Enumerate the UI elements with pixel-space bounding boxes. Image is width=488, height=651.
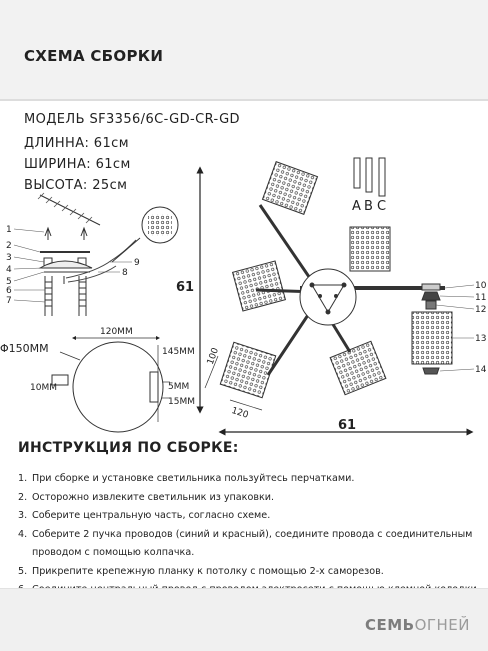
label-1: 1	[6, 225, 12, 235]
instruction-step	[18, 489, 480, 508]
header-band	[0, 0, 488, 100]
label-6: 6	[6, 286, 12, 296]
label-7: 7	[6, 296, 12, 306]
step-number: 1.	[18, 473, 28, 484]
step-number: 4.	[18, 528, 28, 540]
label-3: 3	[6, 253, 12, 263]
instruction-step	[18, 507, 480, 526]
dim-120mm: 120MM	[100, 327, 133, 337]
bulbs-abc	[354, 158, 385, 196]
step-text: Прикрепите крепежную планку к потолку с помощью 2-х саморезов.	[32, 565, 384, 577]
height-spec: ВЫСОТА: 25см	[24, 178, 128, 193]
ceiling-hatch	[38, 193, 100, 225]
instruction-step-continued	[18, 544, 480, 563]
chandelier-top-view	[205, 162, 445, 410]
dim-phi150: Φ150MM	[0, 342, 49, 355]
label-11: 11	[475, 293, 487, 303]
model-spec: МОДЕЛЬ SF3356/6C-GD-CR-GD	[24, 112, 240, 127]
length-spec: ДЛИННА: 61см	[24, 136, 129, 151]
label-5: 5	[6, 277, 12, 287]
dim-145mm: 145MM	[162, 347, 195, 357]
footer-band	[0, 588, 488, 651]
width-61-label: 61	[338, 418, 357, 433]
dim-5mm: 5MM	[168, 382, 190, 392]
width-spec: ШИРИНА: 61см	[24, 157, 131, 172]
right-part-labels	[475, 281, 487, 375]
step-text: Соберите центральную часть, согласно схеме.	[32, 510, 271, 521]
instructions-list	[18, 470, 480, 600]
height-61-label: 61	[176, 280, 195, 295]
bulb-c-label: C	[377, 199, 387, 214]
shade-assembly	[412, 284, 452, 374]
step-text: Соберите 2 пучка проводов (синий и красный), соедините провода с соединительным	[32, 528, 473, 540]
bulb-a-label: A	[352, 199, 361, 214]
label-2: 2	[6, 241, 12, 251]
instruction-step	[18, 563, 480, 582]
step-number: 3.	[18, 510, 28, 521]
brand-light: ОГНЕЙ	[414, 616, 470, 634]
step-text: проводом с помощью колпачка.	[32, 547, 195, 558]
assembly-diagram	[0, 140, 488, 440]
bulb-b-label: B	[364, 199, 373, 214]
step-number: 5.	[18, 565, 28, 577]
label-4: 4	[6, 265, 12, 275]
dim-15mm: 15MM	[168, 397, 195, 407]
label-10: 10	[475, 281, 487, 291]
dim-120-label: 120	[230, 405, 250, 421]
label-9: 9	[134, 258, 140, 268]
header-divider	[0, 99, 488, 101]
label-14: 14	[475, 365, 487, 375]
instruction-step	[18, 526, 480, 545]
step-number: 2.	[18, 491, 28, 503]
label-8: 8	[122, 268, 128, 278]
abc-labels	[352, 199, 386, 214]
mount-exploded-view	[40, 207, 178, 316]
page-title: СХЕМА СБОРКИ	[24, 47, 164, 65]
canopy-dimension-labels	[0, 327, 195, 407]
instruction-step	[18, 470, 480, 489]
step-text: Осторожно извлеките светильник из упаковки.	[32, 491, 275, 503]
label-12: 12	[475, 305, 487, 315]
dim-10mm: 10MM	[30, 383, 57, 393]
canopy-dimension-view	[52, 338, 170, 432]
brand-bold: СЕМЬ	[364, 616, 415, 634]
step-text: При сборке и установке светильника пользуйтесь перчатками.	[32, 473, 355, 484]
dim-100-label: 100	[205, 346, 222, 367]
label-13: 13	[475, 334, 487, 344]
brand-logo	[365, 616, 470, 634]
instructions-title: ИНСТРУКЦИЯ ПО СБОРКЕ:	[18, 440, 239, 456]
